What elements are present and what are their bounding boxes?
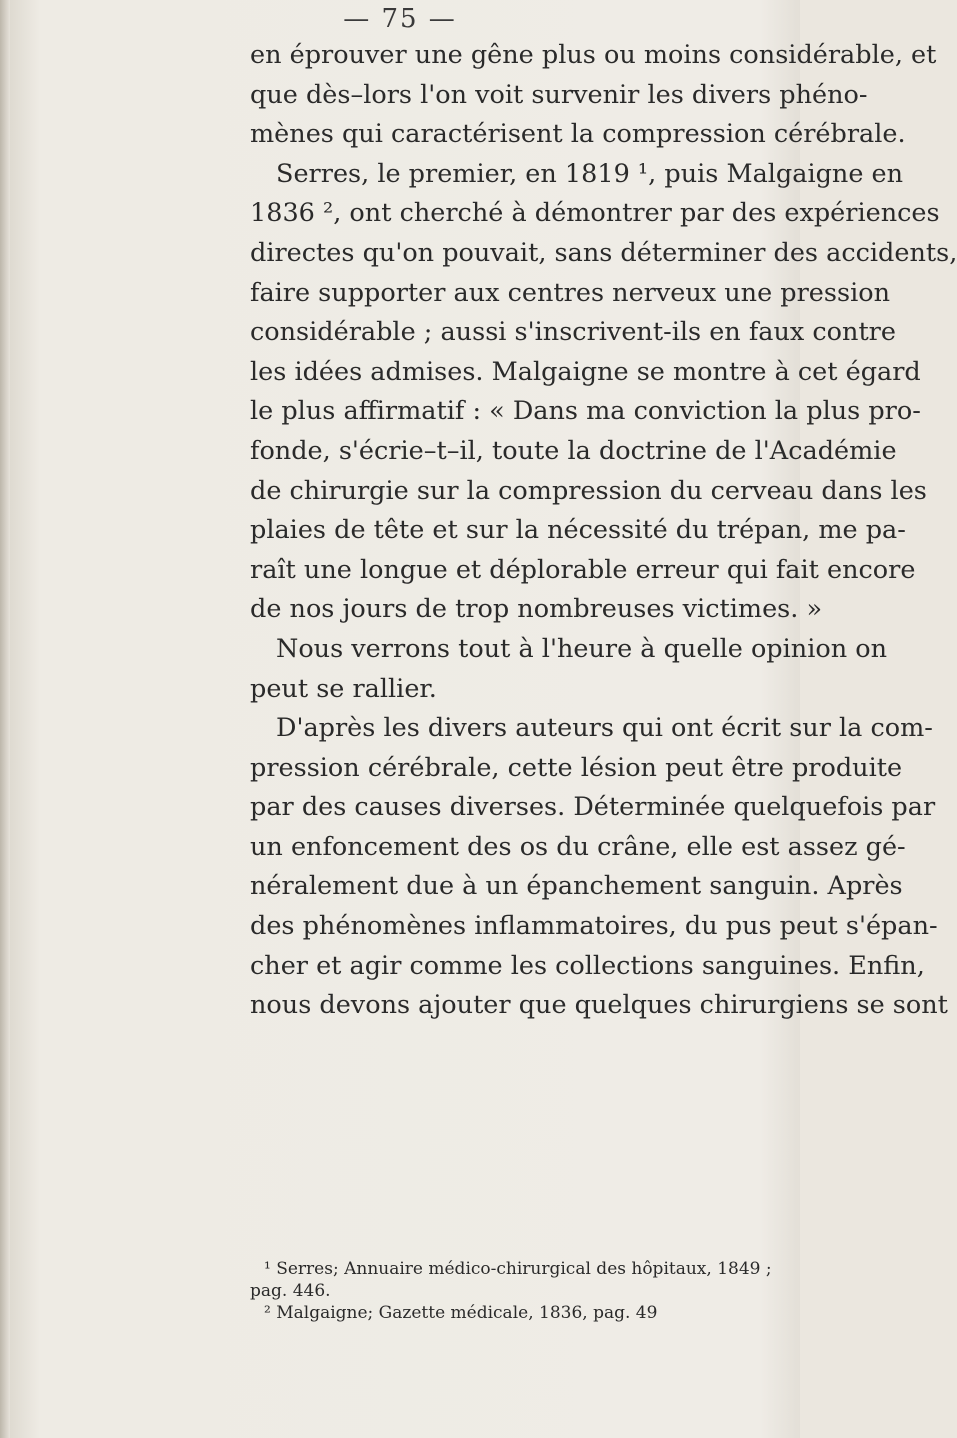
page-edge-shadow	[0, 0, 10, 1438]
text-line: de chirurgie sur la compression du cerveau dans les	[250, 475, 927, 506]
text-line: faire supporter aux centres nerveux une pression	[250, 277, 891, 308]
text-line: des phénomènes inflammatoires, du pus peut s'épan-	[250, 911, 938, 942]
text-line: pression cérébrale, cette lésion peut être produite	[250, 752, 903, 783]
text-line: fonde, s'écrie–t–il, toute la doctrine de l'Académie	[250, 435, 897, 466]
text-line: 1836 ², ont cherché à démontrer par des expériences	[250, 198, 940, 229]
footnote-line: ² Malgaigne; Gazette médicale, 1836, pag. 49	[264, 1303, 658, 1323]
text-line: D'après les divers auteurs qui ont écrit sur la com-	[276, 713, 933, 744]
text-line: néralement due à un épanchement sanguin. Après	[250, 871, 903, 902]
text-line: considérable ; aussi s'inscrivent-ils en faux contre	[250, 317, 896, 348]
text-line: les idées admises. Malgaigne se montre à cet égard	[250, 356, 921, 387]
text-line: par des causes diverses. Déterminée quelquefois par	[250, 792, 936, 823]
text-line: mènes qui caractérisent la compression cérébrale.	[250, 119, 906, 150]
text-line: Serres, le premier, en 1819 ¹, puis Malgaigne en	[276, 158, 904, 189]
footnotes	[250, 1258, 786, 1324]
text-line: un enfoncement des os du crâne, elle est assez gé-	[250, 831, 906, 862]
text-line: nous devons ajouter que quelques chirurgiens se sont	[250, 990, 948, 1021]
page-number: — 75 —	[343, 4, 457, 34]
text-line: que dès–lors l'on voit survenir les divers phéno-	[250, 79, 868, 110]
text-line: le plus affirmatif : « Dans ma conviction la plus pro-	[250, 396, 921, 427]
text-line: plaies de tête et sur la nécessité du trépan, me pa-	[250, 515, 906, 546]
footnote-line: pag. 446.	[250, 1281, 331, 1301]
text-line: raît une longue et déplorable erreur qui fait encore	[250, 554, 916, 585]
text-line: directes qu'on pouvait, sans déterminer des accidents,	[250, 237, 957, 268]
body-text	[250, 36, 957, 1026]
text-line: peut se rallier.	[250, 673, 437, 704]
text-line: Nous verrons tout à l'heure à quelle opinion on	[276, 633, 888, 664]
text-line: de nos jours de trop nombreuses victimes. »	[250, 594, 823, 625]
text-line: en éprouver une gêne plus ou moins considérable, et	[250, 40, 937, 70]
text-line: cher et agir comme les collections sanguines. Enfin,	[250, 950, 925, 981]
footnote-line: ¹ Serres; Annuaire médico-chirurgical des hôpitaux, 1849 ;	[264, 1259, 772, 1279]
